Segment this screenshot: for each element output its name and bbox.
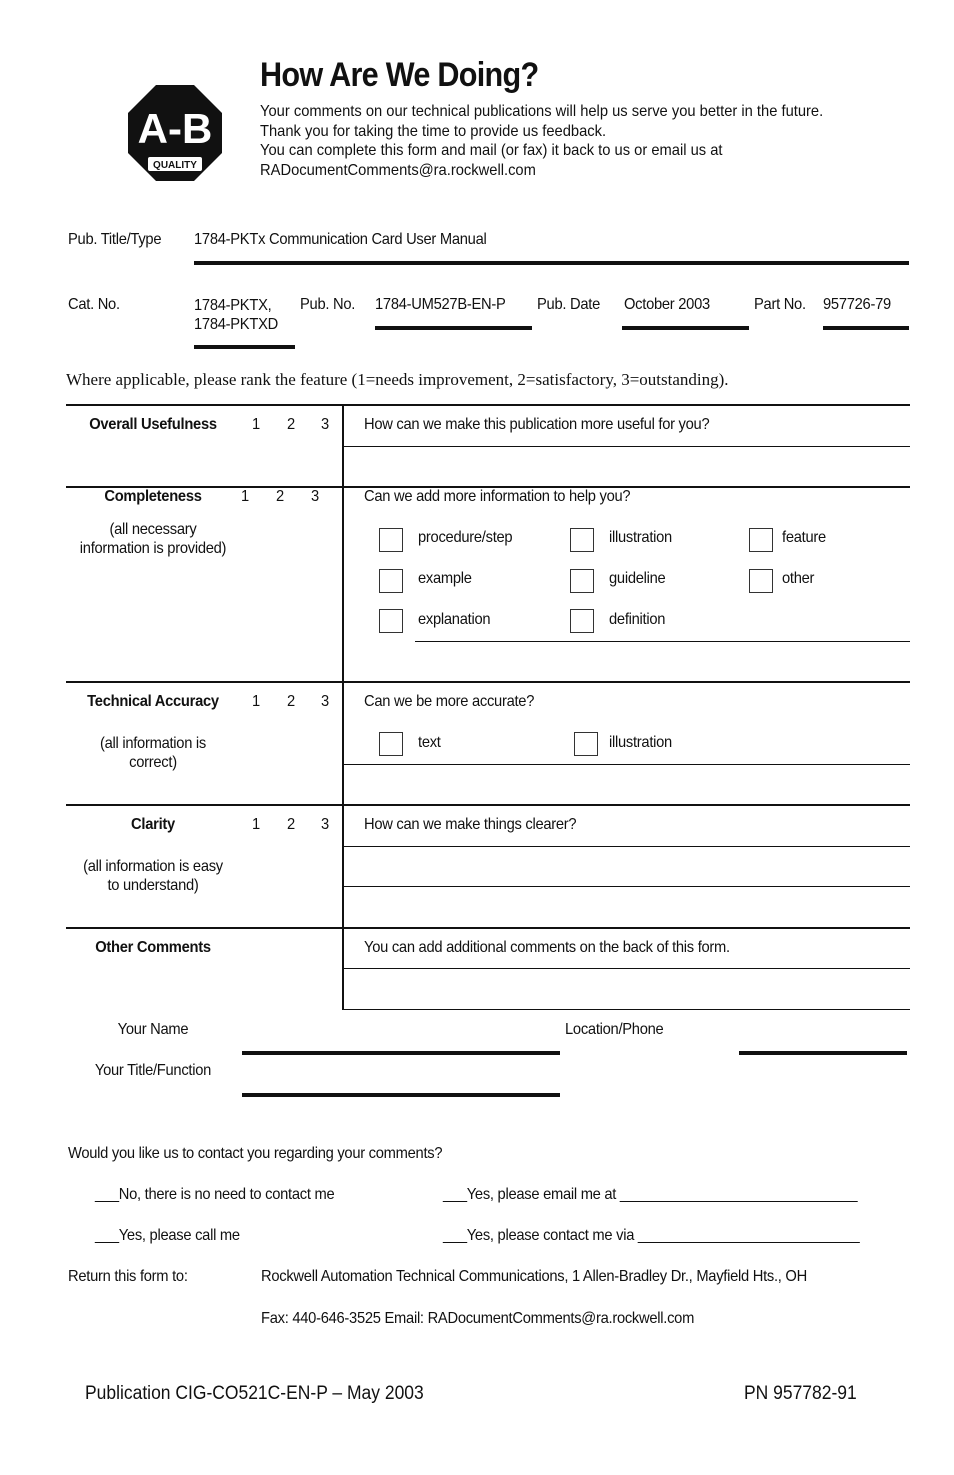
definition-label: definition — [609, 611, 666, 628]
completeness-question: Can we add more information to help you? — [364, 488, 631, 505]
return-address: Rockwell Automation Technical Communications, 1 Allen-Bradley Dr., Mayfield Hts., OH — [261, 1268, 807, 1285]
pub-date-underline — [622, 326, 749, 330]
illustration-checkbox[interactable] — [570, 528, 594, 552]
accuracy-rating-1[interactable]: 1 — [252, 693, 260, 710]
part-no-value[interactable]: 957726-79 — [823, 296, 891, 313]
your-title-field[interactable] — [242, 1093, 560, 1097]
cat-no-label: Cat. No. — [68, 296, 120, 313]
accuracy-question: Can we be more accurate? — [364, 693, 535, 710]
explanation-label: explanation — [418, 611, 491, 628]
completeness-answer-line[interactable] — [415, 641, 910, 642]
definition-checkbox[interactable] — [570, 609, 594, 633]
usefulness-question: How can we make this publication more useful for you? — [364, 416, 710, 433]
accuracy-top-rule — [66, 681, 910, 683]
clarity-desc-2: to understand) — [107, 877, 199, 894]
clarity-rating-3[interactable]: 3 — [321, 816, 329, 833]
clarity-question: How can we make things clearer? — [364, 816, 577, 833]
clarity-answer-line-1[interactable] — [343, 846, 910, 847]
other-answer-line-2[interactable] — [343, 1009, 910, 1010]
pub-no-value[interactable]: 1784-UM527B-EN-P — [375, 296, 506, 313]
completeness-desc-1: (all necessary — [109, 521, 197, 538]
cat-no-value-2: 1784-PKTXD — [194, 316, 278, 333]
page-title: How Are We Doing? — [260, 56, 539, 94]
example-label: example — [418, 570, 472, 587]
example-checkbox[interactable] — [379, 569, 403, 593]
option-call[interactable]: ___Yes, please call me — [95, 1227, 240, 1244]
clarity-label: Clarity — [131, 816, 175, 833]
usefulness-rating-3[interactable]: 3 — [321, 416, 329, 433]
logo-letters: A-B — [137, 105, 213, 152]
feature-label: feature — [782, 529, 826, 546]
intro-line-1: Your comments on our technical publications will help us serve you better in the future. — [260, 103, 824, 120]
intro-line-2: Thank you for taking the time to provide us feedback. — [260, 122, 607, 140]
option-contact-via[interactable]: ___Yes, please contact me via ____________________________ — [443, 1227, 860, 1244]
your-name-label: Your Name — [117, 1021, 189, 1038]
accuracy-illustration-label: illustration — [609, 734, 672, 751]
usefulness-rating-2[interactable]: 2 — [287, 416, 295, 433]
other-comments-note: You can add additional comments on the back of this form. — [364, 939, 730, 956]
guideline-checkbox[interactable] — [570, 569, 594, 593]
accuracy-rating-2[interactable]: 2 — [287, 693, 295, 710]
other-label: other — [782, 570, 815, 587]
pub-date-label: Pub. Date — [537, 296, 600, 313]
pub-title-label: Pub. Title/Type — [68, 231, 162, 248]
accuracy-desc-1: (all information is — [99, 735, 207, 752]
accuracy-desc-2: correct) — [129, 754, 177, 771]
option-email[interactable]: ___Yes, please email me at ______________________________ — [443, 1186, 858, 1203]
your-name-field[interactable] — [242, 1051, 560, 1055]
text-label: text — [418, 734, 441, 751]
cat-no-value[interactable] — [194, 296, 278, 334]
completeness-rating-3[interactable]: 3 — [311, 488, 319, 505]
guideline-label: guideline — [609, 570, 666, 587]
cat-no-value-1: 1784-PKTX, — [194, 297, 272, 314]
procedure-step-label: procedure/step — [418, 529, 513, 546]
completeness-description — [73, 520, 233, 558]
intro-line-4: RADocumentComments@ra.rockwell.com — [260, 161, 536, 179]
other-answer-line-1[interactable] — [343, 968, 910, 969]
pub-title-underline — [194, 261, 909, 265]
accuracy-description — [73, 734, 233, 772]
return-label: Return this form to: — [68, 1268, 188, 1285]
footer-pn: PN 957782-91 — [744, 1383, 857, 1404]
usefulness-rating-1[interactable]: 1 — [252, 416, 260, 433]
other-top-rule — [66, 927, 910, 929]
usefulness-answer-line[interactable] — [343, 446, 910, 447]
usefulness-label: Overall Usefulness — [89, 416, 217, 433]
completeness-desc-2: information is provided) — [79, 540, 227, 557]
your-title-label: Your Title/Function — [94, 1062, 212, 1079]
logo-quality-word: QUALITY — [153, 160, 197, 171]
footer-publication: Publication CIG-CO521C-EN-P – May 2003 — [85, 1383, 424, 1404]
location-phone-field[interactable] — [739, 1051, 907, 1055]
accuracy-illustration-checkbox[interactable] — [574, 732, 598, 756]
accuracy-rating-3[interactable]: 3 — [321, 693, 329, 710]
part-no-label: Part No. — [754, 296, 806, 313]
part-no-underline — [823, 326, 909, 330]
text-checkbox[interactable] — [379, 732, 403, 756]
completeness-rating-1[interactable]: 1 — [241, 488, 249, 505]
option-no-contact[interactable]: ___No, there is no need to contact me — [95, 1186, 335, 1203]
allen-bradley-logo — [128, 85, 222, 181]
feature-checkbox[interactable] — [749, 528, 773, 552]
clarity-rating-1[interactable]: 1 — [252, 816, 260, 833]
table-column-divider — [342, 404, 344, 1010]
clarity-desc-1: (all information is easy — [83, 858, 223, 875]
pub-no-underline — [375, 326, 532, 330]
pub-no-label: Pub. No. — [300, 296, 356, 313]
location-phone-label: Location/Phone — [565, 1021, 664, 1038]
intro-line-3: You can complete this form and mail (or fax) it back to us or email us at — [260, 142, 723, 159]
pub-title-value[interactable]: 1784-PKTx Communication Card User Manual — [194, 231, 487, 248]
return-fax-email: Fax: 440-646-3525 Email: RADocumentComments@ra.rockwell.com — [261, 1310, 695, 1327]
clarity-description — [73, 857, 233, 895]
other-checkbox[interactable] — [749, 569, 773, 593]
illustration-label: illustration — [609, 529, 672, 546]
explanation-checkbox[interactable] — [379, 609, 403, 633]
pub-date-value[interactable]: October 2003 — [624, 296, 710, 313]
intro-text — [260, 102, 823, 180]
completeness-rating-2[interactable]: 2 — [276, 488, 284, 505]
table-top-rule — [66, 404, 910, 406]
accuracy-answer-line[interactable] — [343, 764, 910, 765]
cat-no-underline — [194, 345, 295, 349]
other-comments-label: Other Comments — [95, 939, 211, 956]
clarity-rating-2[interactable]: 2 — [287, 816, 295, 833]
procedure-step-checkbox[interactable] — [379, 528, 403, 552]
completeness-label: Completeness — [104, 488, 202, 505]
ranking-instructions: Where applicable, please rank the feature (1=needs improvement, 2=satisfactory, 3=outstanding). — [66, 370, 729, 389]
contact-question: Would you like us to contact you regarding your comments? — [68, 1145, 443, 1162]
clarity-answer-line-2[interactable] — [343, 886, 910, 887]
accuracy-label: Technical Accuracy — [87, 693, 219, 710]
clarity-top-rule — [66, 804, 910, 806]
